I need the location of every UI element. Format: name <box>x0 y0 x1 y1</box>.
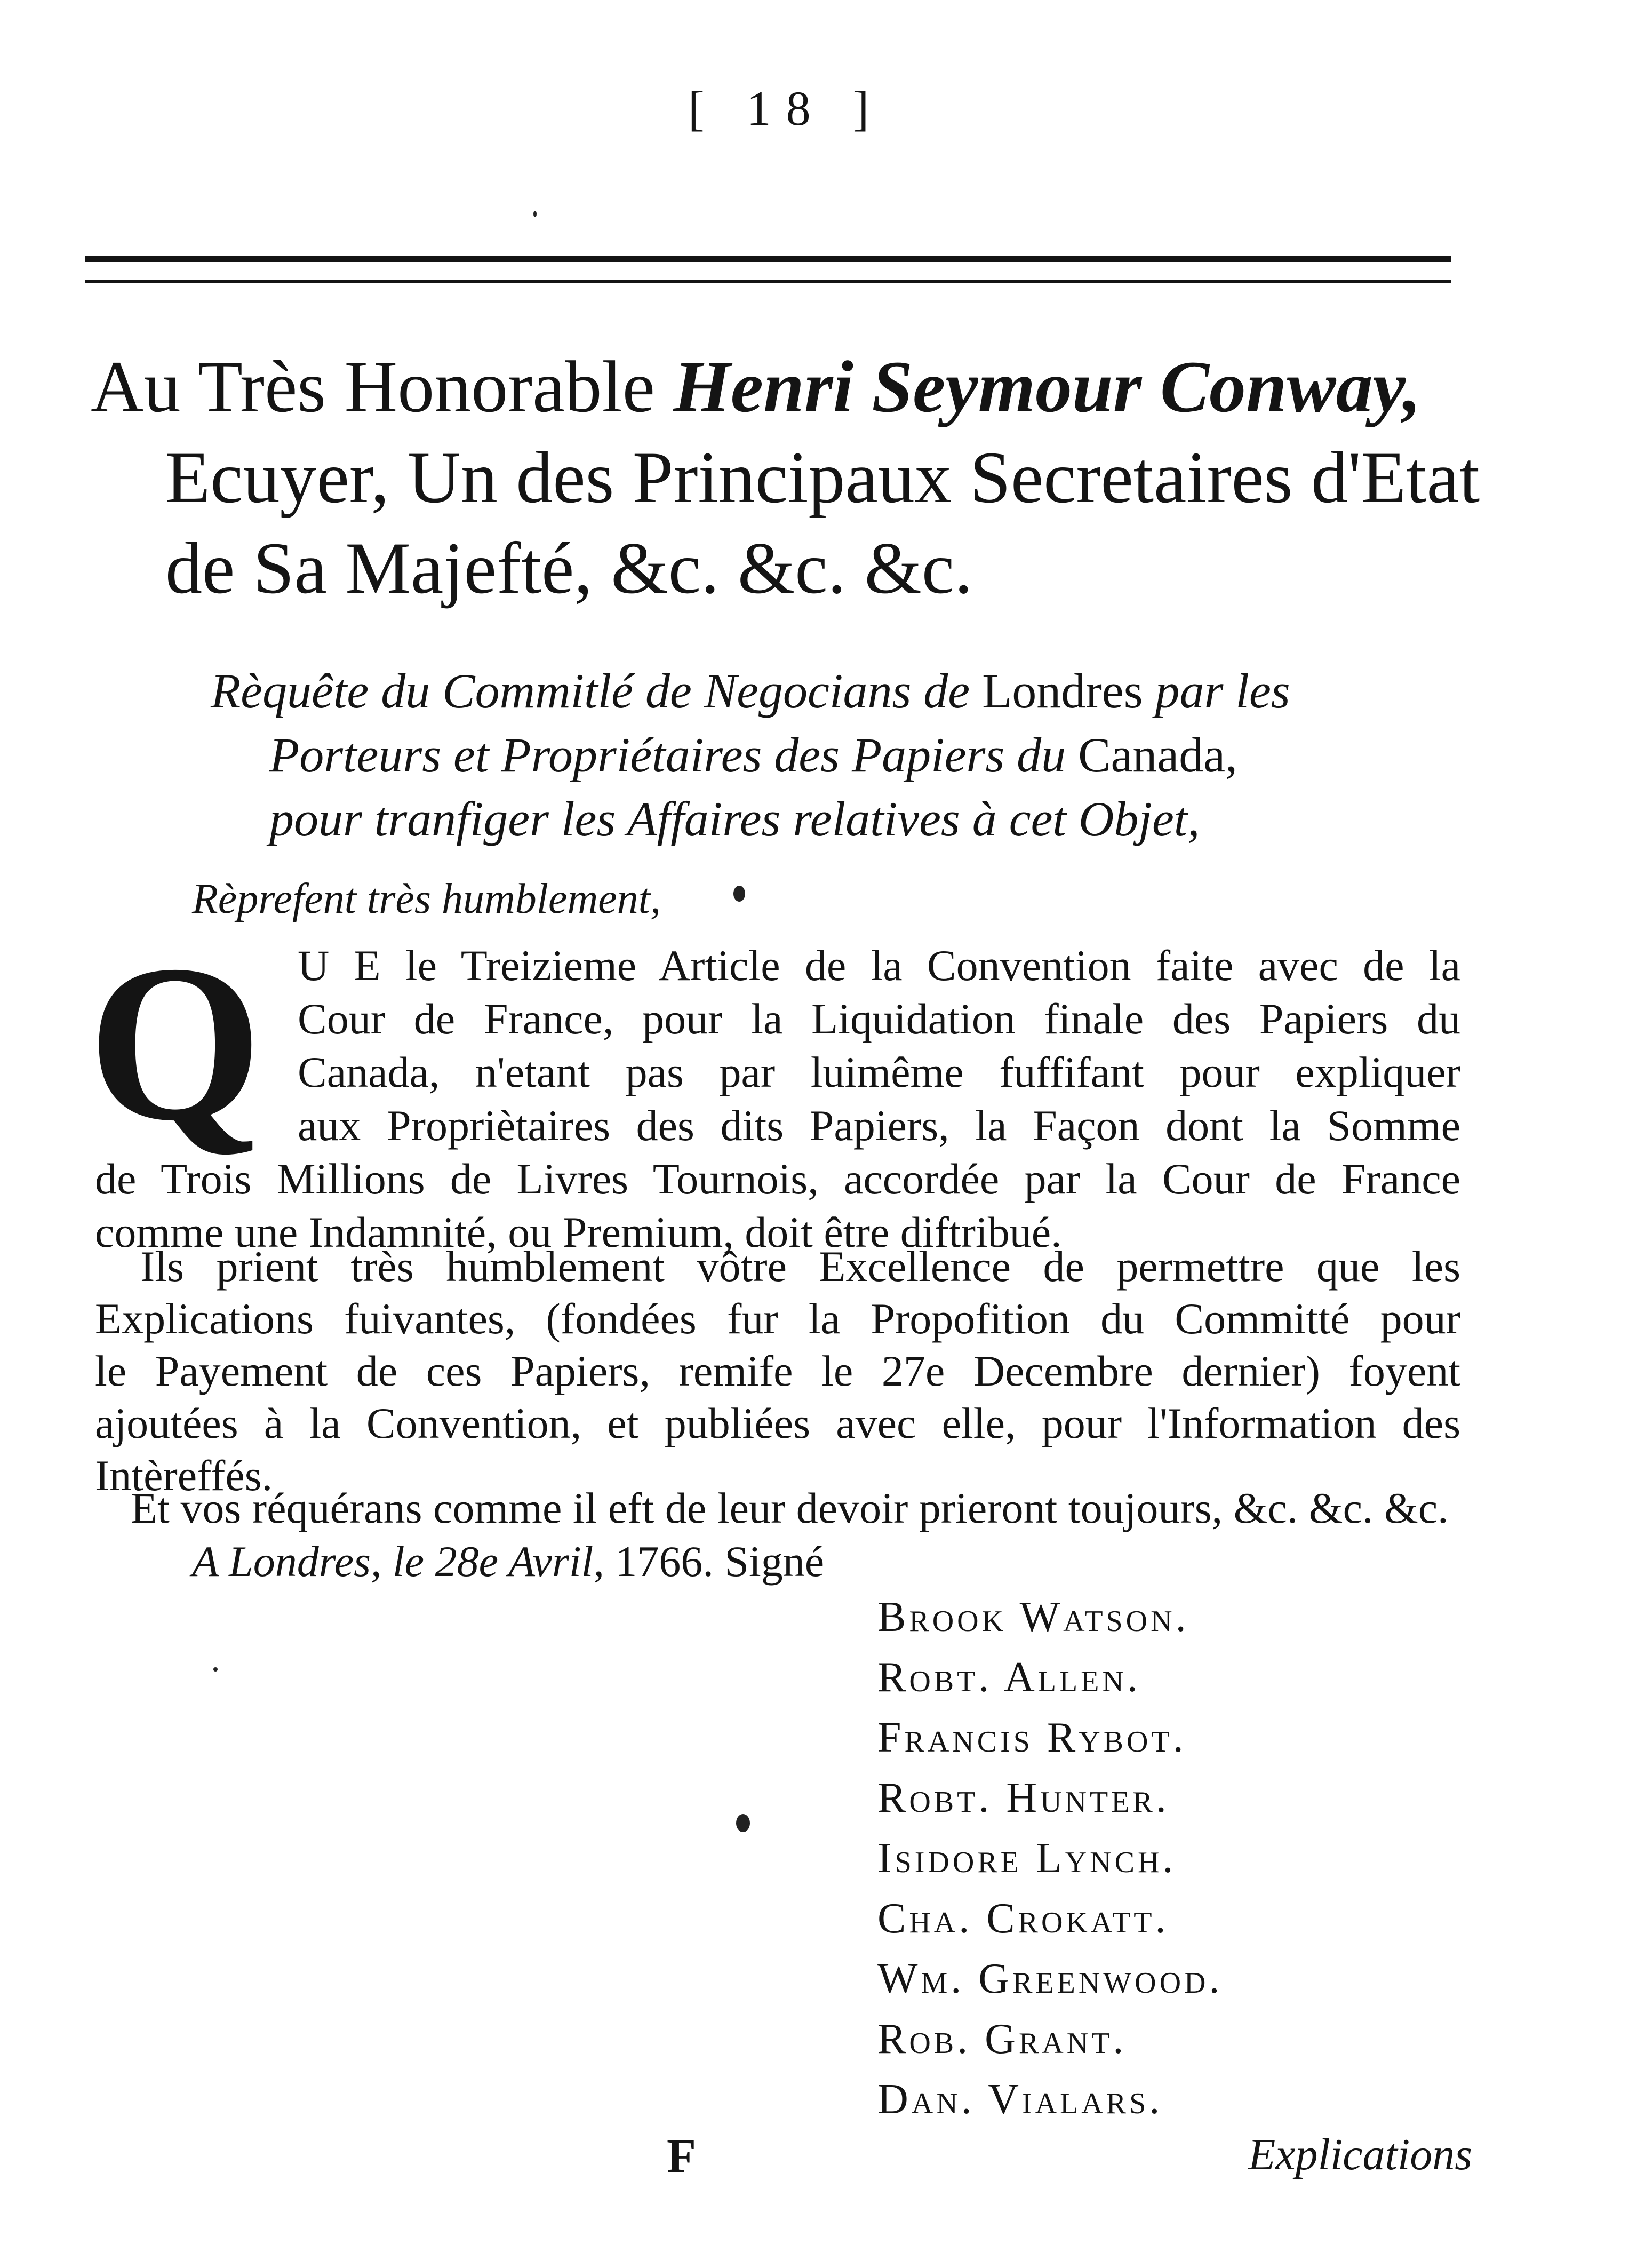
petition-line-1: Rèquête du Commitlé de Negocians de Londres par les <box>211 664 1290 718</box>
header-rule-thick <box>85 256 1451 262</box>
ink-speck <box>213 1667 218 1672</box>
paragraph-line: Cour de France, pour la Liquidation finale des Papiers du <box>298 994 1460 1043</box>
paragraph-1 <box>95 939 1460 1259</box>
signature: Rob. Grant. <box>877 2016 1127 2063</box>
paragraph-line: ajoutées à la Convention, et publiées avec elle, pour l'Information des <box>95 1399 1460 1447</box>
paragraph-2 <box>95 1240 1460 1502</box>
signed-label: Signé <box>713 1537 825 1586</box>
petition-title <box>211 659 1464 851</box>
signature: Brook Watson. <box>877 1594 1189 1641</box>
signature-list <box>877 1587 1223 2130</box>
paragraph-line: comme une Indamnité, ou Premium, doit être diftribué. <box>95 1208 1062 1256</box>
paragraph-line: aux Propriètaires des dits Papiers, la Façon dont la Somme <box>298 1101 1460 1150</box>
closing-line: Et vos réquérans comme il eft de leur devoir prieront toujours, &c. &c. &c. <box>131 1484 1449 1532</box>
paragraph-line: Explications fuivantes, (fondées fur la Propofition du Committé pour <box>95 1294 1460 1343</box>
signature: Wm. Greenwood. <box>877 1955 1223 2002</box>
drop-cap: Q <box>88 919 262 1167</box>
address-heading <box>91 341 1478 614</box>
date-line <box>192 1537 824 1587</box>
addressee-name: Henri Seymour Conway, <box>673 346 1422 427</box>
ink-speck <box>733 886 745 902</box>
catchword: Explications <box>1248 2130 1472 2179</box>
page-number: [ 18 ] <box>688 81 884 136</box>
date-year: 1766. <box>604 1537 714 1586</box>
signature: Dan. Vialars. <box>877 2076 1163 2123</box>
represent-line: Rèprefent très humblement, <box>192 876 661 922</box>
paragraph-line: U E le Treizieme Article de la Convention faite avec de la <box>298 941 1460 990</box>
heading-line-3: de Sa Majefté, &c. &c. &c. <box>165 527 973 609</box>
paragraph-line: Canada, n'etant pas par luimême fuffifant pour expliquer <box>298 1048 1460 1096</box>
petition-line-2: Porteurs et Propriétaires des Papiers du Canada, <box>269 728 1238 782</box>
ink-speck <box>736 1814 750 1832</box>
signature: Robt. Hunter. <box>877 1774 1170 1821</box>
signature: Robt. Allen. <box>877 1654 1141 1701</box>
paragraph-line: Ils prient très humblement vôtre Excellence de permettre que les <box>140 1242 1460 1291</box>
paragraph-line: de Trois Millions de Livres Tournois, accordée par la Cour de France <box>95 1155 1460 1203</box>
paragraph-line: le Payement de ces Papiers, remife le 27e Decembre dernier) foyent <box>95 1347 1460 1395</box>
signature: Cha. Crokatt. <box>877 1895 1169 1942</box>
petition-line-3: pour tranfiger les Affaires relatives à cet Objet, <box>269 792 1200 846</box>
heading-line-2: Ecuyer, Un des Principaux Secretaires d'Etat <box>165 436 1480 518</box>
heading-line-1: Au Très Honorable Henri Seymour Conway, <box>91 346 1422 427</box>
header-rule-thin <box>85 280 1451 283</box>
signature-mark: F <box>667 2130 696 2183</box>
ink-speck <box>533 211 537 217</box>
signature: Francis Rybot. <box>877 1714 1187 1761</box>
date-place: A Londres, le 28e Avril, <box>192 1537 604 1586</box>
signature: Isidore Lynch. <box>877 1835 1177 1882</box>
paragraph-line: Intèreffés. <box>95 1451 273 1500</box>
